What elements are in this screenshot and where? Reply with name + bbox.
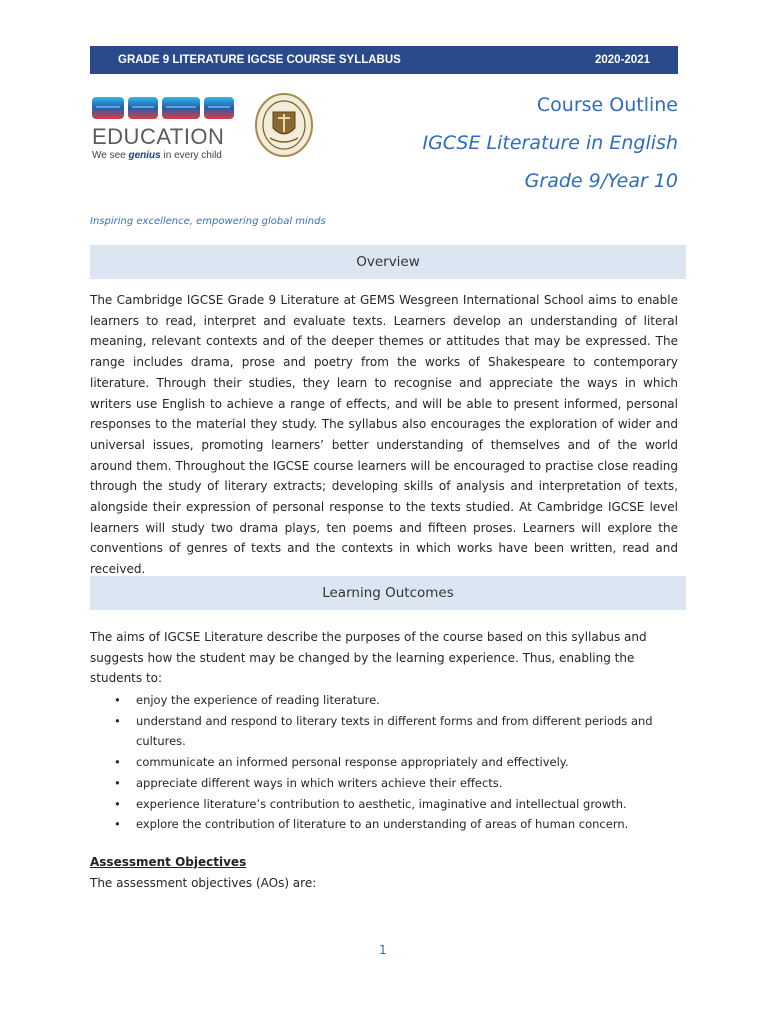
list-item: • understand and respond to literary texts in different forms and from different periods and cultures. <box>114 713 653 749</box>
overview-heading: Overview <box>90 245 686 279</box>
course-title-block <box>422 94 678 192</box>
list-item: • appreciate different ways in which writers achieve their effects. <box>114 775 503 790</box>
list-item: • communicate an informed personal response appropriately and effectively. <box>114 755 569 770</box>
course-outline-title: Course Outline <box>536 94 678 116</box>
school-motto: Inspiring excellence, empowering global minds <box>90 216 326 227</box>
course-name-title: IGCSE Literature in English <box>422 132 678 154</box>
overview-paragraph: The Cambridge IGCSE Grade 9 Literature at GEMS Wesgreen International School aims to enable learners to read, interpret and evaluate texts. Learners develop an understanding of literal meaning, relevant contexts and of the deeper themes or attitudes that may be expressed. The range includes drama, prose and poetry from the works of Shakespeare to contemporary literature. Through their studies, they learn to recognise and appreciate the ways in which writers use English to achieve a range of effects, and will be able to present informed, personal responses to the material they study. The syllabus also encourages the exploration of wider and universal issues, promoting learners’ better understanding of themselves and of the world around them. Throughout the IGCSE course learners will be encouraged to practise close reading through the study of literary extracts; developing skills of analysis and interpretation of texts, alongside their expression of personal response to the texts studied. At Cambridge IGCSE level learners will study two drama plays, ten poems and fifteen proses. Learners will explore the conventions of genres of texts and the contexts in which works have been written, read and received. <box>90 293 678 577</box>
list-item: • enjoy the experience of reading literature. <box>114 693 380 707</box>
header-bar <box>90 46 678 74</box>
school-crest-icon <box>254 92 314 158</box>
learning-outcomes-intro: The aims of IGCSE Literature describe the purposes of the course based on this syllabus and suggests how the student may be changed by the learning experience. Thus, enabling the students to: <box>90 630 647 686</box>
page-number: 1 <box>379 943 387 957</box>
logo-tagline: We see genius in every child <box>92 150 222 161</box>
header-title: GRADE 9 LITERATURE IGCSE COURSE SYLLABUS <box>118 54 401 66</box>
list-item: • experience literature’s contribution to aesthetic, imaginative and intellectual growth. <box>114 796 627 811</box>
education-wordmark: EDUCATION <box>92 124 225 149</box>
list-item: • explore the contribution of literature to an understanding of areas of human concern. <box>114 817 629 832</box>
header-year: 2020-2021 <box>595 54 650 66</box>
assessment-objectives-heading: Assessment Objectives <box>90 855 247 869</box>
grade-title: Grade 9/Year 10 <box>524 170 678 192</box>
learning-outcomes-heading: Learning Outcomes <box>90 576 686 610</box>
gems-wordmark-logo <box>92 94 234 122</box>
learning-outcomes-list <box>90 690 678 835</box>
assessment-objectives-text: The assessment objectives (AOs) are: <box>90 876 317 890</box>
